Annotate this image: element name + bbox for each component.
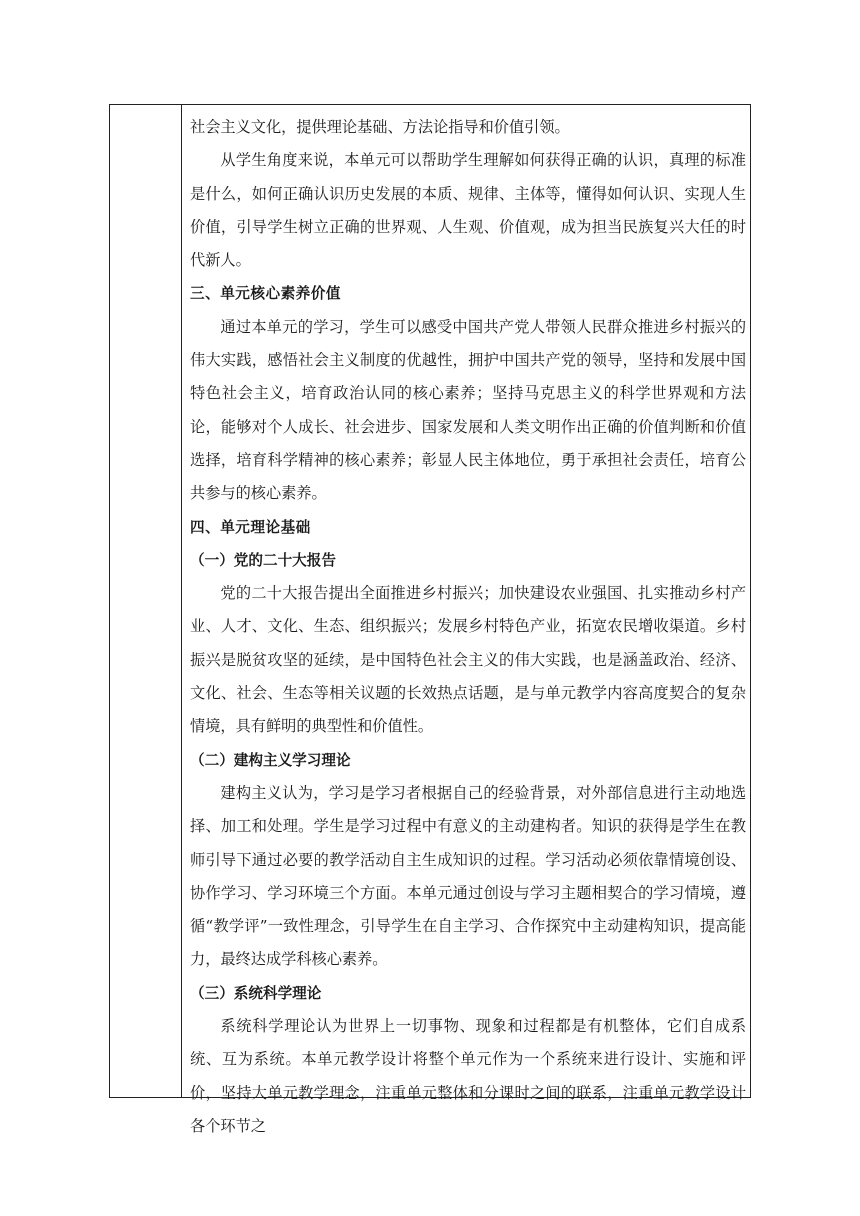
subheading-constructivism: （二）建构主义学习理论 — [190, 751, 351, 769]
subheading-party-report: （一）党的二十大报告 — [190, 551, 336, 569]
paragraph-student-perspective: 从学生角度来说，本单元可以帮助学生理解如何获得正确的认识，真理的标准是什么，如何正确认识历史发展的本质、规律、主体等，懂得如何认识、实现人生价值，引导学生树立正确的世界观、人生观、价值观，成为担当民族复兴大任的时代新人。 — [190, 151, 746, 270]
paragraph-continuation: 社会主义文化，提供理论基础、方法论指导和价值引领。 — [190, 118, 570, 136]
table-content-cell — [190, 111, 746, 1143]
paragraph-systems-science: 系统科学理论认为世界上一切事物、现象和过程都是有机整体，它们自成系统、互为系统。本单元教学设计将整个单元作为一个系统来进行设计、实施和评价，坚持大单元教学理念，注重单元整体和分课时之间的联系，注重单元教学设计各个环节之 — [190, 1017, 746, 1135]
section-heading-theory-basis: 四、单元理论基础 — [190, 518, 311, 536]
subheading-systems-science: （三）系统科学理论 — [190, 984, 322, 1002]
paragraph-constructivism: 建构主义认为，学习是学习者根据自己的经验背景，对外部信息进行主动地选择、加工和处理。学生是学习过程中有意义的主动建构者。知识的获得是学生在教师引导下通过必要的教学活动自主生成知识的过程。学习活动必须依靠情境创设、协作学习、学习环境三个方面。本单元通过创设与学习主题相契合的学习情境，遵循“教学评”一致性理念，引导学生在自主学习、合作探究中主动建构知识，提高能力，最终达成学科核心素养。 — [190, 783, 746, 969]
paragraph-core-literacy: 通过本单元的学习，学生可以感受中国共产党人带领人民群众推进乡村振兴的伟大实践，感悟社会主义制度的优越性，拥护中国共产党的领导，坚持和发展中国特色社会主义，培育政治认同的核心素养；坚持马克思主义的科学世界观和方法论，能够对个人成长、社会进步、国家发展和人类文明作出正确的价值判断和价值选择，培育科学精神的核心素养；彰显人民主体地位，勇于承担社会责任，培育公共参与的核心素养。 — [190, 317, 746, 503]
document-table — [109, 104, 751, 1135]
section-heading-core-literacy: 三、单元核心素养价值 — [190, 285, 341, 303]
column-divider — [181, 105, 182, 1097]
paragraph-party-report: 党的二十大报告提出全面推进乡村振兴；加快建设农业强国、扎实推动乡村产业、人才、文化、生态、组织振兴；发展乡村特色产业，拓宽农民增收渠道。乡村振兴是脱贫攻坚的延续，是中国特色社会主义的伟大实践，也是涵盖政治、经济、文化、社会、生态等相关议题的长效热点话题，是与单元教学内容高度契合的复杂情境，具有鲜明的典型性和价值性。 — [190, 584, 746, 736]
